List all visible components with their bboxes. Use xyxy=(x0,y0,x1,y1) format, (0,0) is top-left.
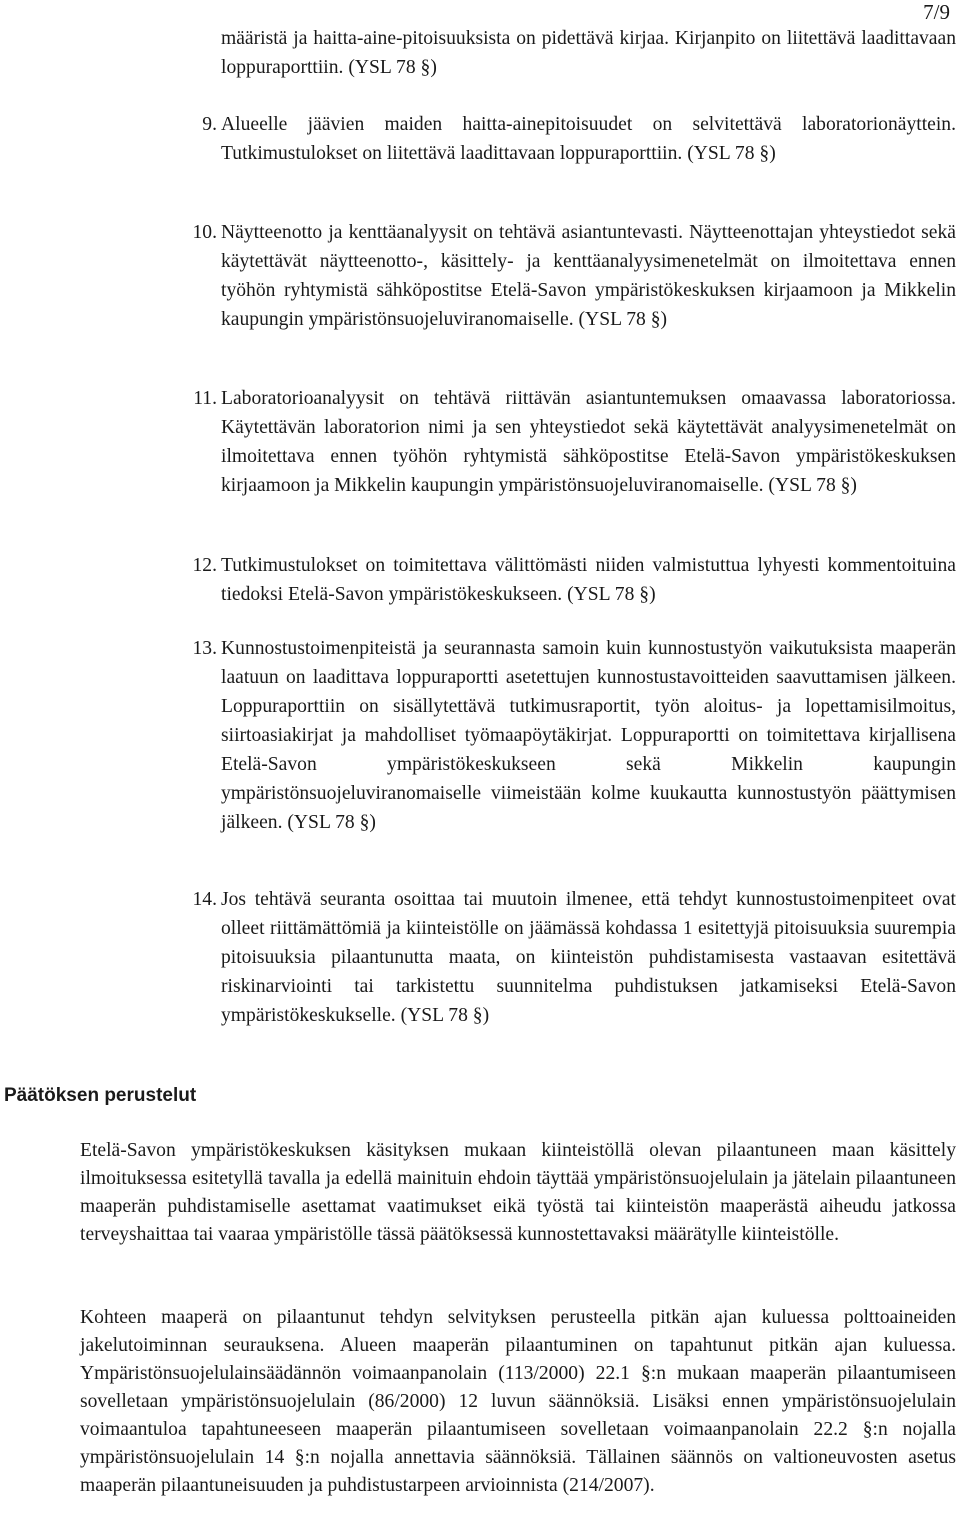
paragraph-justification: Etelä-Savon ympäristökeskuksen käsityksen mukaan kiinteistöllä olevan pilaantuneen maan käsittely ilmoituksessa esitetyllä tavalla ja edellä mainituin ehdoin täyttää ympäristönsuojelulain ja jätelain pilaantuneen maaperän puhdistamiselle asettamat vaatimukset eikä työstä tai kiinteistön maaperästä aiheudu jatkossa terveyshaittaa tai vaaraa ympäristölle tässä päätöksessä kunnostettavaksi määrätylle kiinteistölle. xyxy=(80,1140,956,1245)
list-item-13 xyxy=(192,634,956,837)
list-item-number: 9. xyxy=(202,114,217,135)
list-item-text: määristä ja haitta-aine-pitoisuuksista on pidettävä kirjaa. Kirjanpito on liitettävä laadittavaan loppuraporttiin. (YSL 78 §) xyxy=(221,28,956,78)
list-item-text: Kunnostustoimenpiteistä ja seurannasta samoin kuin kunnostustyön vaikutuksista maaperän laatuun on laadittava loppuraportti asetettujen kunnostustavoitteiden saavuttamisen jälkeen. Loppuraporttiin on sisällytettävä tutkimusraportit, työn aloitus- ja lopettamisilmoitus, siirtoasiakirjat ja mahdolliset työmaapöytäkirjat. Loppuraportti on toimitettava kirjallisena Etelä-Savon ympäristökeskukseen sekä Mikkelin kaupungin ympäristönsuojeluviranomaiselle viimeistään kolme kuukautta kunnostustyön päättymisen jälkeen. (YSL 78 §) xyxy=(221,638,956,833)
list-item-14 xyxy=(192,885,956,1030)
list-item-text: Laboratorioanalyysit on tehtävä riittävän asiantuntemuksen omaavassa laboratoriossa. Käytettävän laboratorion nimi ja sen yhteystiedot sekä käytettävät analyysimenetelmät on ilmoitettava ennen työhön ryhtymistä sähköpostitse Etelä-Savon ympäristökeskuksen kirjaamoon ja Mikkelin kaupungin ympäristönsuojeluviranomaiselle. (YSL 78 §) xyxy=(221,388,956,496)
list-item-text: Näytteenotto ja kenttäanalyysit on tehtävä asiantuntevasti. Näytteenottajan yhteystiedot sekä käytettävät näytteenotto-, käsittely- ja kenttäanalyysimenetelmät on ilmoitettava ennen työhön ryhtymistä sähköpostitse Etelä-Savon ympäristökeskuksen kirjaamoon ja Mikkelin kaupungin ympäristönsuojeluviranomaiselle. (YSL 78 §) xyxy=(221,222,956,330)
list-item-text: Alueelle jäävien maiden haitta-ainepitoisuudet on selvitettävä laboratorionäyttein. Tutkimustulokset on liitettävä laadittavaan loppuraporttiin. (YSL 78 §) xyxy=(221,114,956,164)
list-item-10 xyxy=(192,218,956,334)
list-item-9 xyxy=(202,110,956,168)
list-item-text: Tutkimustulokset on toimitettava välittömästi niiden valmistuttua lyhyesti kommentoituina tiedoksi Etelä-Savon ympäristökeskukseen. (YSL 78 §) xyxy=(221,555,956,605)
list-item-number: 13. xyxy=(192,638,217,659)
list-item-text: Jos tehtävä seuranta osoittaa tai muutoin ilmenee, että tehdyt kunnostustoimenpiteet ovat olleet riittämättömiä ja kiinteistölle on jäämässä kohdassa 1 esitettyjä pitoisuuksia suurempia pitoisuuksia pilaantunutta maata, on kiinteistön puhdistamisesta vastaavan esitettävä riskinarviointi tai tarkistettu suunnitelma puhdistuksen jatkamiseksi Etelä-Savon ympäristökeskukselle. (YSL 78 §) xyxy=(221,889,956,1026)
section-heading: Päätöksen perustelut xyxy=(4,1085,197,1106)
list-item-12 xyxy=(192,551,956,609)
page-number: 7/9 xyxy=(923,0,950,24)
list-item-number: 14. xyxy=(192,889,217,910)
list-item-number: 10. xyxy=(192,222,217,243)
list-item-number: 11. xyxy=(193,388,217,409)
paragraph-background: Kohteen maaperä on pilaantunut tehdyn selvityksen perusteella pitkän ajan kuluessa polttoaineiden jakelutoiminnan seurauksena. Alueen maaperän pilaantuminen on tapahtunut pitkän ajan kuluessa. Ympäristönsuojelulainsäädännön voimaanpanolain (113/2000) 22.1 §:n mukaan maaperän pilaantumiseen sovelletaan ympäristönsuojelulain (86/2000) 12 luvun säännöksiä. Lisäksi ennen ympäristönsuojelulain voimaantuloa tapahtuneeseen maaperän pilaantumiseen sovelletaan voimaanpanolain 22.2 §:n nojalla ympäristönsuojelulain 14 §:n nojalla annettavia säännöksiä. Tällainen säännös on valtioneuvosten asetus maaperän pilaantuneisuuden ja puhdistustarpeen arvioinnista (214/2007). xyxy=(80,1307,956,1496)
list-item-number: 12. xyxy=(192,555,217,576)
list-item-8-continuation xyxy=(221,24,956,82)
list-item-11 xyxy=(193,384,956,500)
